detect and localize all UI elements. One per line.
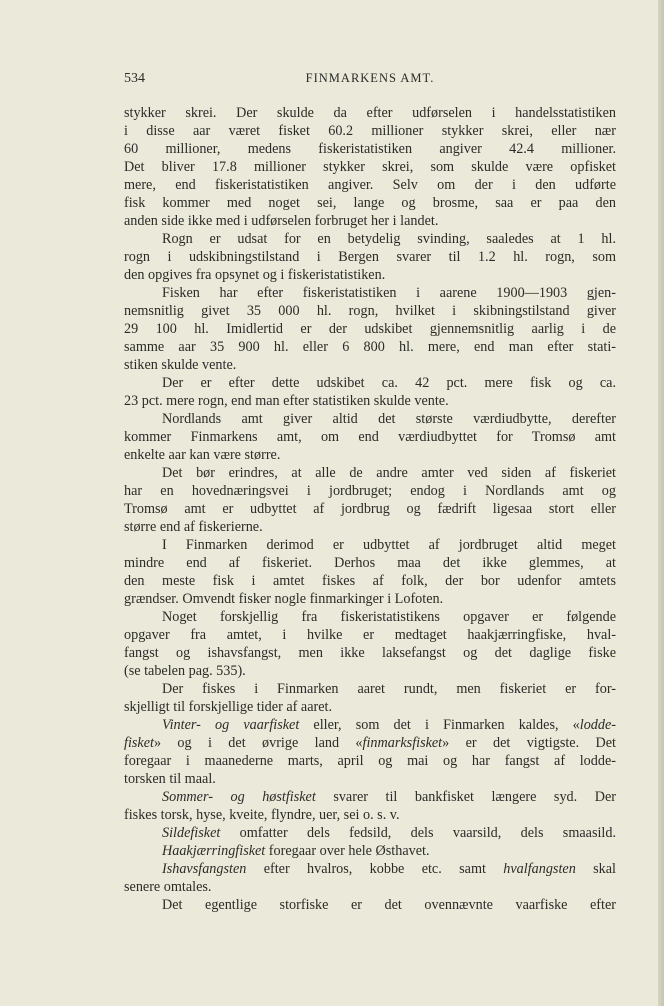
page-edge-shadow [658, 0, 664, 1006]
text-line: større end af fiskerierne. [124, 519, 263, 535]
text-line: den opgives fra opsynet og i fiskeristatistiken. [124, 267, 386, 283]
text-line: i disse aar været fisket 60.2 millioner stykker skrei, eller nær [124, 123, 616, 139]
text-line: Sildefisket omfatter dels fedsild, dels vaarsild, dels smaasild. [162, 825, 616, 841]
text-line: fangst og ishavsfangst, men ikke laksefangst og det daglige fiske [124, 645, 616, 661]
text-line: Vinter- og vaarfisket eller, som det i Finmarken kaldes, «lodde- [162, 717, 616, 733]
text-line: Det bliver 17.8 millioner stykker skrei, som skulde være opfisket [124, 159, 616, 175]
text-line: fisket» og i det øvrige land «finmarksfisket» er det vigtigste. Det [124, 735, 616, 751]
text-line: har en hovednæringsvei i jordbruget; endog i Nordlands amt og [124, 483, 616, 499]
text-line: Tromsø amt er udbyttet af jordbrug og fædrift ligesaa stort eller [124, 501, 616, 517]
text-line: Det egentlige storfiske er det ovennævnte vaarfiske efter [162, 897, 616, 913]
text-line: foregaar i maanederne marts, april og mai og har fangst af lodde- [124, 753, 616, 769]
text-line: Noget forskjellig fra fiskeristatistikens opgaver er følgende [162, 609, 616, 625]
text-line: 29 100 hl. Imidlertid er der udskibet gjennemsnitlig aarlig i de [124, 321, 616, 337]
body-text [124, 104, 616, 914]
text-line: grændser. Omvendt fisker nogle finmarkinger i Lofoten. [124, 591, 444, 607]
text-line: enkelte aar kan være større. [124, 447, 281, 463]
text-line: den meste fisk i amtet fiskes af folk, der bor udenfor amtets [124, 573, 616, 589]
text-line: senere omtales. [124, 879, 212, 895]
text-line: Der er efter dette udskibet ca. 42 pct. mere fisk og ca. [162, 375, 616, 391]
text-line: stykker skrei. Der skulde da efter udførselen i handelsstatistiken [124, 105, 616, 121]
text-line: kommer Finmarkens amt, om end værdiudbyttet for Tromsø amt [124, 429, 616, 445]
page-number: 534 [124, 71, 145, 86]
text-line: Sommer- og høstfisket svarer til bankfisket længere syd. Der [162, 789, 616, 805]
text-line: 23 pct. mere rogn, end man efter statistiken skulde vente. [124, 393, 449, 409]
page-header [124, 71, 616, 91]
text-line: rogn i udskibningstilstand i Bergen svarer til 1.2 hl. rogn, som [124, 249, 616, 265]
text-line: nemsnitlig givet 35 000 hl. rogn, hvilket i skibningstilstand giver [124, 303, 616, 319]
text-line: opgaver fra amtet, i hvilke er medtaget haakjærringfiske, hval- [124, 627, 616, 643]
text-line: I Finmarken derimod er udbyttet af jordbruget altid meget [162, 537, 616, 553]
text-line: Det bør erindres, at alle de andre amter ved siden af fiskeriet [162, 465, 616, 481]
text-line: 60 millioner, medens fiskeristatistiken angiver 42.4 millioner. [124, 141, 616, 157]
text-line: fisk kommer med noget sei, lange og brosme, saa er paa den [124, 195, 616, 211]
text-line: Ishavsfangsten efter hvalros, kobbe etc. samt hvalfangsten skal [162, 861, 616, 877]
text-line: torsken til maal. [124, 771, 216, 787]
running-title: FINMARKENS AMT. [305, 71, 435, 85]
text-line: Der fiskes i Finmarken aaret rundt, men fiskeriet er for- [162, 681, 616, 697]
text-line: Fisken har efter fiskeristatistiken i aarene 1900—1903 gjen- [162, 285, 616, 301]
text-line: Rogn er udsat for en betydelig svinding, saaledes at 1 hl. [162, 231, 616, 247]
text-line: mere, end fiskeristatistiken angiver. Selv om der i den udførte [124, 177, 616, 193]
text-line: stiken skulde vente. [124, 357, 237, 373]
text-line: samme aar 35 900 hl. eller 6 800 hl. mere, end man efter stati- [124, 339, 616, 355]
text-line: skjelligt til forskjellige tider af aaret. [124, 699, 333, 715]
text-line: fiskes torsk, hyse, kveite, flyndre, uer, sei o. s. v. [124, 807, 400, 823]
text-line: anden side ikke med i udførselen forbruget her i landet. [124, 213, 439, 229]
text-line: mindre end af fiskeriet. Derhos maa det ikke glemmes, at [124, 555, 616, 571]
text-line: Nordlands amt giver altid det største værdiudbytte, derefter [162, 411, 616, 427]
text-line: Haakjærringfisket foregaar over hele Østhavet. [162, 843, 430, 859]
text-line: (se tabelen pag. 535). [124, 663, 246, 679]
